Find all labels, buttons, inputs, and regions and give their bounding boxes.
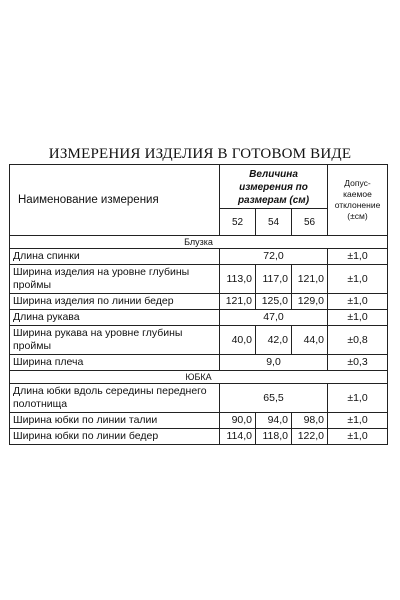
measurement-value-size-56: 44,0 xyxy=(292,326,328,355)
tolerance-value: ±1,0 xyxy=(328,310,388,326)
tolerance-value: ±1,0 xyxy=(328,249,388,265)
tolerance-value: ±1,0 xyxy=(328,429,388,445)
header-measurement-name: Наименование измерения xyxy=(10,165,220,236)
tolerance-value: ±1,0 xyxy=(328,294,388,310)
measurement-value-all-sizes: 65,5 xyxy=(220,384,328,413)
tolerance-value: ±1,0 xyxy=(328,413,388,429)
header-values-by-size: Величина измерения по размерам (см) xyxy=(220,165,328,209)
header-size-54: 54 xyxy=(256,209,292,236)
tolerance-value: ±1,0 xyxy=(328,265,388,294)
section-title: ЮБКА xyxy=(10,371,388,384)
table-row xyxy=(10,249,388,265)
table-row xyxy=(10,265,388,294)
measurement-name: Длина юбки вдоль середины переднего полотнища xyxy=(10,384,220,413)
table-row xyxy=(10,326,388,355)
measurement-value-size-52: 121,0 xyxy=(220,294,256,310)
table-row xyxy=(10,413,388,429)
tolerance-value: ±0,8 xyxy=(328,326,388,355)
measurement-value-size-52: 114,0 xyxy=(220,429,256,445)
measurement-value-all-sizes: 47,0 xyxy=(220,310,328,326)
measurement-name: Длина рукава xyxy=(10,310,220,326)
measurement-value-all-sizes: 9,0 xyxy=(220,355,328,371)
tolerance-value: ±0,3 xyxy=(328,355,388,371)
table-row xyxy=(10,429,388,445)
measurement-value-size-56: 98,0 xyxy=(292,413,328,429)
table-row xyxy=(10,384,388,413)
measurements-table xyxy=(9,164,388,445)
document-title: ИЗМЕРЕНИЯ ИЗДЕЛИЯ В ГОТОВОМ ВИДЕ xyxy=(48,146,352,162)
measurement-name: Ширина юбки по линии бедер xyxy=(10,429,220,445)
measurement-value-size-56: 121,0 xyxy=(292,265,328,294)
measurement-value-size-52: 90,0 xyxy=(220,413,256,429)
measurement-value-size-52: 40,0 xyxy=(220,326,256,355)
section-row xyxy=(10,371,388,384)
measurement-value-size-54: 117,0 xyxy=(256,265,292,294)
tolerance-value: ±1,0 xyxy=(328,384,388,413)
measurement-value-all-sizes: 72,0 xyxy=(220,249,328,265)
header-row xyxy=(10,165,388,209)
measurement-value-size-54: 42,0 xyxy=(256,326,292,355)
header-tolerance: Допус-каемое отклонение (±см) xyxy=(328,165,388,236)
measurement-value-size-52: 113,0 xyxy=(220,265,256,294)
measurement-name: Ширина юбки по линии талии xyxy=(10,413,220,429)
table-row xyxy=(10,294,388,310)
header-size-52: 52 xyxy=(220,209,256,236)
measurement-value-size-54: 125,0 xyxy=(256,294,292,310)
measurement-name: Ширина рукава на уровне глубины проймы xyxy=(10,326,220,355)
section-row xyxy=(10,236,388,249)
table-row xyxy=(10,310,388,326)
measurement-value-size-54: 94,0 xyxy=(256,413,292,429)
measurement-name: Ширина изделия на уровне глубины проймы xyxy=(10,265,220,294)
measurement-value-size-56: 122,0 xyxy=(292,429,328,445)
measurement-name: Ширина изделия по линии бедер xyxy=(10,294,220,310)
measurement-value-size-54: 118,0 xyxy=(256,429,292,445)
measurement-name: Длина спинки xyxy=(10,249,220,265)
table-row xyxy=(10,355,388,371)
measurement-name: Ширина плеча xyxy=(10,355,220,371)
measurement-value-size-56: 129,0 xyxy=(292,294,328,310)
section-title: Блузка xyxy=(10,236,388,249)
header-size-56: 56 xyxy=(292,209,328,236)
